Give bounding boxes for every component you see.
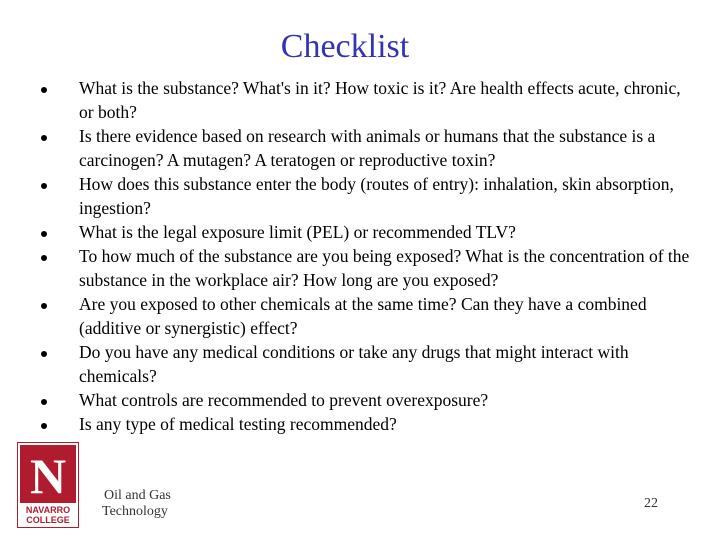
logo-letter: N: [29, 448, 67, 504]
bullet-text: Do you have any medical conditions or take any drugs that might interact with chemicals?: [79, 342, 629, 386]
bullet-item: [40, 340, 690, 388]
bullet-item: [40, 220, 690, 244]
bullet-item: [40, 388, 690, 412]
page-number: 22: [644, 496, 658, 511]
bullet-text: What controls are recommended to prevent overexposure?: [79, 390, 489, 410]
logo-text-line1: NAVARRO: [25, 505, 71, 515]
bullet-dot-icon: [41, 183, 47, 189]
bullet-dot-icon: [41, 255, 47, 261]
bullet-dot-icon: [41, 423, 47, 429]
footer-course-name: [102, 488, 171, 520]
bullet-dot-icon: [41, 351, 47, 357]
bullet-item: [40, 76, 690, 124]
logo-text-line2: COLLEGE: [26, 515, 70, 525]
bullet-text: Is there evidence based on research with animals or humans that the substance is a carcinogen? A mutagen? A teratogen or reproductive toxin?: [79, 126, 656, 170]
bullet-text: To how much of the substance are you being exposed? What is the concentration of the substance in the workplace air? How long are you exposed?: [79, 246, 690, 290]
course-line1: Oil and Gas: [104, 488, 171, 503]
bullet-item: [40, 124, 690, 172]
bullet-text: Are you exposed to other chemicals at the same time? Can they have a combined (additive or synergistic) effect?: [79, 294, 647, 338]
bullet-item: [40, 412, 690, 436]
checklist-bullets: [40, 76, 690, 436]
bullet-dot-icon: [41, 399, 47, 405]
course-line2: Technology: [102, 504, 168, 519]
bullet-dot-icon: [41, 303, 47, 309]
bullet-item: [40, 172, 690, 220]
bullet-text: Is any type of medical testing recommended?: [79, 414, 397, 434]
bullet-dot-icon: [41, 135, 47, 141]
bullet-text: What is the substance? What's in it? How toxic is it? Are health effects acute, chronic, or both?: [79, 78, 681, 122]
bullet-dot-icon: [41, 87, 47, 93]
slide-title: Checklist: [280, 28, 410, 65]
bullet-item: [40, 244, 690, 292]
bullet-text: What is the legal exposure limit (PEL) or recommended TLV?: [79, 222, 516, 242]
bullet-dot-icon: [41, 231, 47, 237]
navarro-college-logo: [17, 442, 79, 528]
logo-letter-box: [20, 445, 76, 503]
bullet-text: How does this substance enter the body (routes of entry): inhalation, skin absorption, ingestion?: [79, 174, 674, 218]
bullet-item: [40, 292, 690, 340]
